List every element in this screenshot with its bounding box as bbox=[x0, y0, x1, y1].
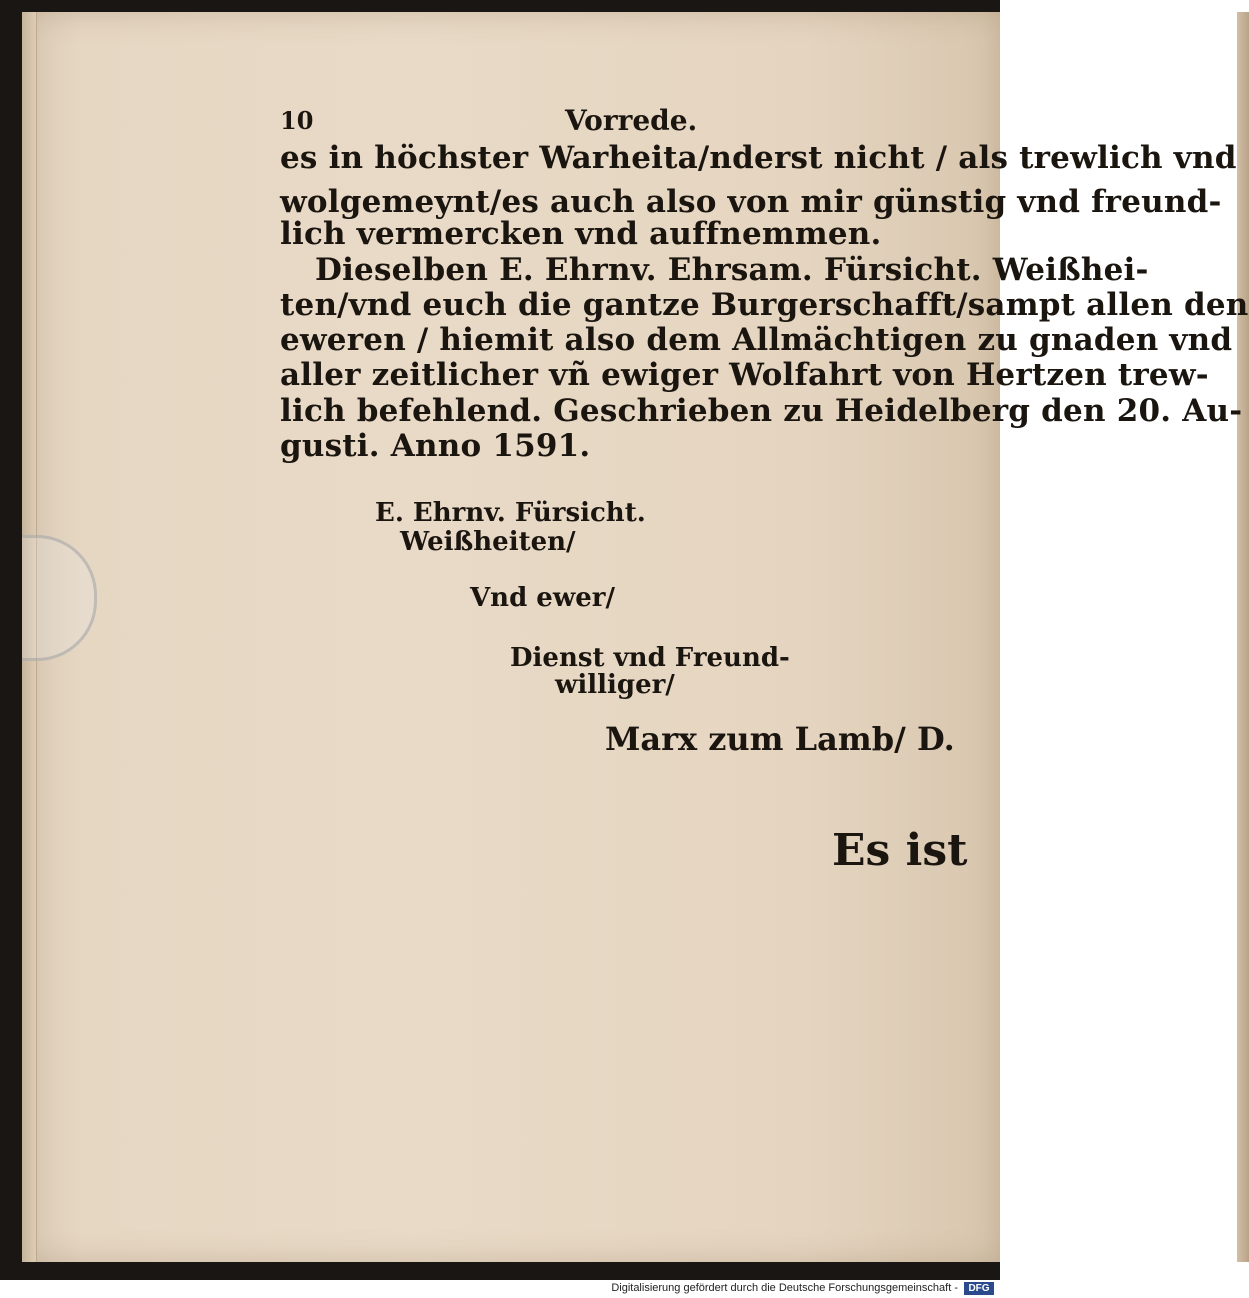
body-line: ten/vnd euch die gantze Burgerschafft/sampt allen den bbox=[280, 287, 1249, 323]
body-line: aller zeitlicher vñ ewiger Wolfahrt von Hertzen trew- bbox=[280, 357, 1209, 393]
body-line: Dieselben E. Ehrnv. Ehrsam. Fürsicht. Weißhei- bbox=[315, 252, 1149, 288]
footer-credit: Digitalisierung gefördert durch die Deutsche Forschungsgemeinschaft - bbox=[611, 1282, 958, 1294]
body-line: lich vermercken vnd auffnemmen. bbox=[280, 216, 882, 252]
body-line: eweren / hiemit also dem Allmächtigen zu gnaden vnd bbox=[280, 322, 1233, 358]
next-page-edge bbox=[1237, 12, 1249, 1262]
dfg-logo-icon: DFG bbox=[964, 1282, 994, 1295]
signature-salutation-cont: Weißheiten/ bbox=[400, 527, 576, 557]
running-head: Vorrede. bbox=[565, 104, 698, 137]
author-name: Marx zum Lamb/ D. bbox=[605, 720, 955, 758]
catchword: Es ist bbox=[832, 825, 968, 876]
page-number: 10 bbox=[280, 106, 314, 135]
body-line: gusti. Anno 1591. bbox=[280, 428, 591, 464]
signature-servant-cont: williger/ bbox=[555, 670, 675, 700]
body-line: wolgemeynt/es auch also von mir günstig vnd freund- bbox=[280, 184, 1222, 220]
body-line: lich befehlend. Geschrieben zu Heidelberg den 20. Au- bbox=[280, 393, 1243, 429]
signature-servant: Dienst vnd Freund- bbox=[510, 643, 790, 673]
footer-bar bbox=[0, 1280, 1000, 1298]
body-line: es in höchster Warheita/nderst nicht / als trewlich vnd bbox=[280, 140, 1237, 176]
signature-salutation: E. Ehrnv. Fürsicht. bbox=[375, 498, 646, 528]
signature-and-yours: Vnd ewer/ bbox=[470, 583, 615, 613]
